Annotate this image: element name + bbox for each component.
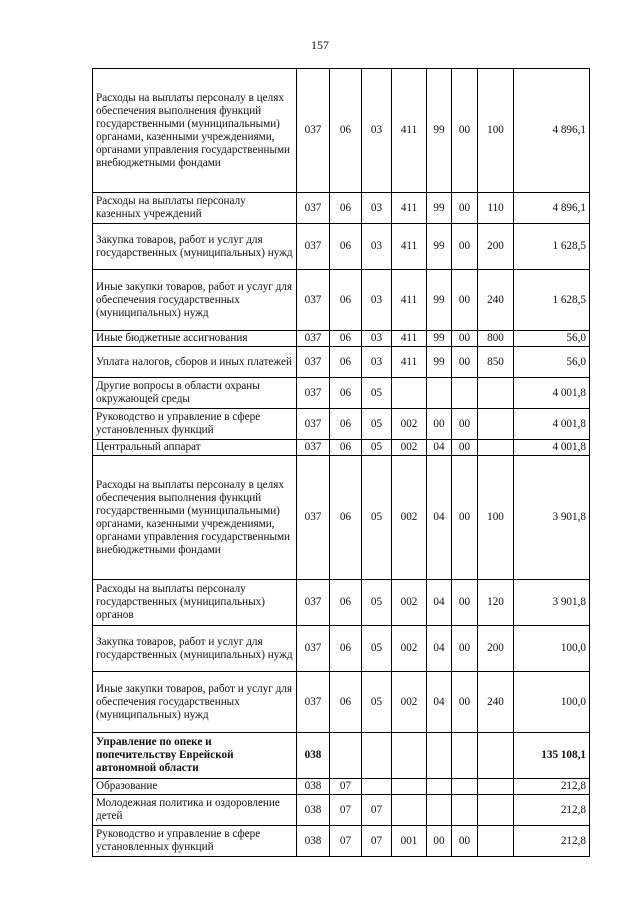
ministry-code: 037	[297, 331, 330, 347]
table-row	[93, 331, 590, 347]
target-article-part3: 00	[452, 456, 478, 580]
section-code: 06	[330, 69, 362, 193]
expense-type-code: 100	[478, 456, 514, 580]
section-code: 07	[330, 779, 362, 795]
table-row	[93, 779, 590, 795]
subsection-code: 03	[362, 331, 392, 347]
amount: 212,8	[514, 779, 590, 795]
target-article-part2: 99	[427, 193, 452, 224]
table-row	[93, 826, 590, 857]
amount: 4 896,1	[514, 193, 590, 224]
ministry-code: 037	[297, 347, 330, 378]
amount: 1 628,5	[514, 270, 590, 331]
expense-type-code: 120	[478, 580, 514, 626]
table-row	[93, 270, 590, 331]
target-article-part2: 99	[427, 224, 452, 270]
target-article-part3: 00	[452, 826, 478, 857]
target-article-part1	[392, 733, 427, 779]
section-code: 06	[330, 224, 362, 270]
subsection-code: 03	[362, 224, 392, 270]
amount: 1 628,5	[514, 224, 590, 270]
amount: 56,0	[514, 347, 590, 378]
row-name: Центральный аппарат	[93, 440, 297, 456]
section-code: 06	[330, 440, 362, 456]
table-row	[93, 672, 590, 733]
target-article-part3	[452, 795, 478, 826]
target-article-part1	[392, 795, 427, 826]
target-article-part3: 00	[452, 331, 478, 347]
target-article-part3	[452, 378, 478, 409]
expense-type-code: 100	[478, 69, 514, 193]
ministry-code: 038	[297, 779, 330, 795]
row-name: Закупка товаров, работ и услуг для государственных (муниципальных) нужд	[93, 626, 297, 672]
target-article-part2: 04	[427, 440, 452, 456]
subsection-code	[362, 779, 392, 795]
section-code: 06	[330, 270, 362, 331]
expense-type-code: 110	[478, 193, 514, 224]
table-row	[93, 580, 590, 626]
subsection-code: 05	[362, 440, 392, 456]
target-article-part1: 001	[392, 826, 427, 857]
subsection-code: 05	[362, 409, 392, 440]
expense-type-code: 240	[478, 270, 514, 331]
amount: 135 108,1	[514, 733, 590, 779]
section-code: 06	[330, 456, 362, 580]
target-article-part3: 00	[452, 347, 478, 378]
target-article-part2: 04	[427, 626, 452, 672]
table-row	[93, 795, 590, 826]
amount: 100,0	[514, 672, 590, 733]
row-name: Закупка товаров, работ и услуг для государственных (муниципальных) нужд	[93, 224, 297, 270]
target-article-part3: 00	[452, 672, 478, 733]
target-article-part1: 002	[392, 580, 427, 626]
amount: 100,0	[514, 626, 590, 672]
section-code: 06	[330, 193, 362, 224]
row-name: Расходы на выплаты персоналу в целях обеспечения выполнения функций государственными (муниципальными) органами, казенными учреждениями, органами управления государственными внебюджетными фондами	[93, 69, 297, 193]
subsection-code: 07	[362, 795, 392, 826]
section-code: 06	[330, 347, 362, 378]
expense-type-code: 800	[478, 331, 514, 347]
target-article-part1: 002	[392, 409, 427, 440]
row-name: Молодежная политика и оздоровление детей	[93, 795, 297, 826]
target-article-part1: 002	[392, 626, 427, 672]
target-article-part3: 00	[452, 193, 478, 224]
table-row	[93, 69, 590, 193]
amount: 3 901,8	[514, 456, 590, 580]
table-row	[93, 440, 590, 456]
subsection-code: 05	[362, 456, 392, 580]
section-code: 06	[330, 580, 362, 626]
row-name: Уплата налогов, сборов и иных платежей	[93, 347, 297, 378]
target-article-part2: 04	[427, 456, 452, 580]
ministry-code: 037	[297, 409, 330, 440]
section-code	[330, 733, 362, 779]
ministry-code: 037	[297, 69, 330, 193]
table-row	[93, 347, 590, 378]
row-name: Руководство и управление в сфере установленных функций	[93, 826, 297, 857]
target-article-part3	[452, 779, 478, 795]
target-article-part2: 00	[427, 409, 452, 440]
section-code: 06	[330, 331, 362, 347]
ministry-code: 037	[297, 270, 330, 331]
target-article-part1	[392, 779, 427, 795]
amount: 4 001,8	[514, 378, 590, 409]
subsection-code: 05	[362, 626, 392, 672]
subsection-code: 05	[362, 672, 392, 733]
expense-type-code	[478, 795, 514, 826]
target-article-part2	[427, 779, 452, 795]
amount: 3 901,8	[514, 580, 590, 626]
subsection-code: 03	[362, 270, 392, 331]
table-row	[93, 456, 590, 580]
ministry-code: 037	[297, 440, 330, 456]
row-name: Расходы на выплаты персоналу в целях обеспечения выполнения функций государственными (муниципальными) органами, казенными учреждениями, органами управления государственными внебюджетными фондами	[93, 456, 297, 580]
row-name: Управление по опеке и попечительству Еврейской автономной области	[93, 733, 297, 779]
target-article-part1: 411	[392, 193, 427, 224]
target-article-part1: 411	[392, 69, 427, 193]
section-code: 06	[330, 672, 362, 733]
target-article-part1: 411	[392, 270, 427, 331]
amount: 4 001,8	[514, 409, 590, 440]
table-row	[93, 409, 590, 440]
ministry-code: 037	[297, 672, 330, 733]
subsection-code	[362, 733, 392, 779]
target-article-part1: 002	[392, 440, 427, 456]
section-code: 06	[330, 626, 362, 672]
table-row	[93, 193, 590, 224]
target-article-part3: 00	[452, 409, 478, 440]
expense-type-code	[478, 440, 514, 456]
table-row	[93, 626, 590, 672]
target-article-part3: 00	[452, 580, 478, 626]
target-article-part3: 00	[452, 440, 478, 456]
expense-type-code: 240	[478, 672, 514, 733]
expense-type-code	[478, 779, 514, 795]
ministry-code: 037	[297, 378, 330, 409]
target-article-part3: 00	[452, 626, 478, 672]
row-name: Иные закупки товаров, работ и услуг для обеспечения государственных (муниципальных) нужд	[93, 672, 297, 733]
ministry-code: 037	[297, 224, 330, 270]
ministry-code: 037	[297, 626, 330, 672]
target-article-part2: 99	[427, 270, 452, 331]
ministry-code: 037	[297, 193, 330, 224]
amount: 212,8	[514, 826, 590, 857]
target-article-part1	[392, 378, 427, 409]
section-code: 06	[330, 409, 362, 440]
subsection-code: 03	[362, 193, 392, 224]
table-body	[93, 69, 590, 857]
target-article-part3: 00	[452, 270, 478, 331]
ministry-code: 037	[297, 456, 330, 580]
expense-type-code	[478, 409, 514, 440]
target-article-part1: 002	[392, 672, 427, 733]
subsection-code: 05	[362, 580, 392, 626]
table-row	[93, 378, 590, 409]
section-code: 07	[330, 795, 362, 826]
expense-type-code	[478, 378, 514, 409]
expense-type-code: 200	[478, 224, 514, 270]
target-article-part2: 04	[427, 580, 452, 626]
row-name: Иные бюджетные ассигнования	[93, 331, 297, 347]
row-name: Расходы на выплаты персоналу государственных (муниципальных) органов	[93, 580, 297, 626]
section-code: 06	[330, 378, 362, 409]
target-article-part2	[427, 733, 452, 779]
amount: 4 896,1	[514, 69, 590, 193]
target-article-part2	[427, 795, 452, 826]
subsection-code: 07	[362, 826, 392, 857]
table-row	[93, 224, 590, 270]
row-name: Другие вопросы в области охраны окружающей среды	[93, 378, 297, 409]
row-name: Руководство и управление в сфере установленных функций	[93, 409, 297, 440]
row-name: Иные закупки товаров, работ и услуг для обеспечения государственных (муниципальных) нужд	[93, 270, 297, 331]
subsection-code: 03	[362, 69, 392, 193]
page-number: 157	[311, 38, 329, 52]
subsection-code: 05	[362, 378, 392, 409]
amount: 212,8	[514, 795, 590, 826]
ministry-code: 038	[297, 795, 330, 826]
section-code: 07	[330, 826, 362, 857]
table-row	[93, 733, 590, 779]
budget-table	[92, 68, 590, 857]
target-article-part2: 04	[427, 672, 452, 733]
target-article-part2: 99	[427, 331, 452, 347]
expense-type-code: 200	[478, 626, 514, 672]
target-article-part3: 00	[452, 69, 478, 193]
target-article-part2: 99	[427, 347, 452, 378]
expense-type-code: 850	[478, 347, 514, 378]
target-article-part3: 00	[452, 224, 478, 270]
target-article-part1: 411	[392, 331, 427, 347]
ministry-code: 038	[297, 826, 330, 857]
target-article-part1: 002	[392, 456, 427, 580]
target-article-part3	[452, 733, 478, 779]
row-name: Образование	[93, 779, 297, 795]
target-article-part2: 99	[427, 69, 452, 193]
target-article-part2: 00	[427, 826, 452, 857]
ministry-code: 038	[297, 733, 330, 779]
subsection-code: 03	[362, 347, 392, 378]
expense-type-code	[478, 733, 514, 779]
ministry-code: 037	[297, 580, 330, 626]
target-article-part1: 411	[392, 347, 427, 378]
target-article-part1: 411	[392, 224, 427, 270]
row-name: Расходы на выплаты персоналу казенных учреждений	[93, 193, 297, 224]
amount: 4 001,8	[514, 440, 590, 456]
target-article-part2	[427, 378, 452, 409]
amount: 56,0	[514, 331, 590, 347]
expense-type-code	[478, 826, 514, 857]
